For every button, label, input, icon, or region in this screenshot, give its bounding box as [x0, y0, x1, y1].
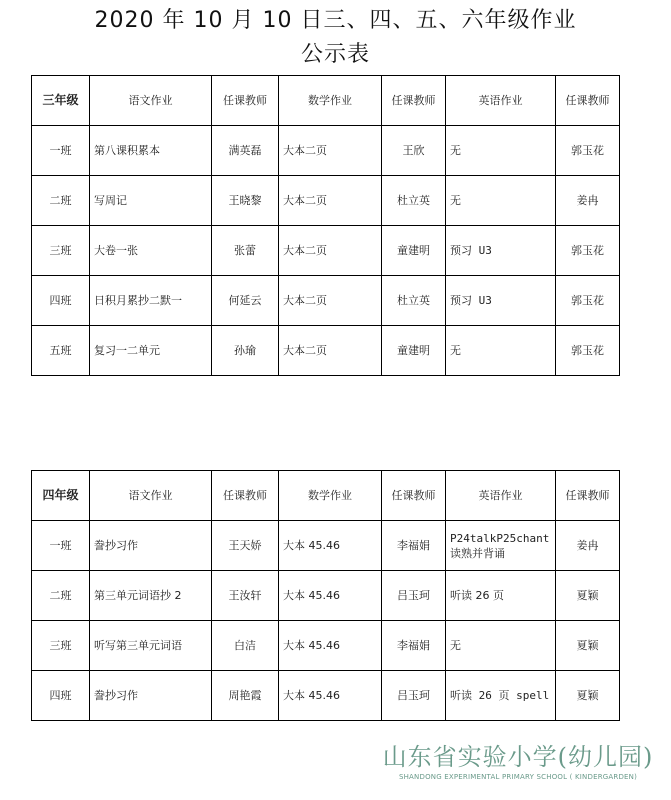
english-teacher: 夏颖	[556, 621, 620, 671]
english-homework: P24talkP25chant 读熟并背诵	[446, 521, 556, 571]
math-homework: 大本 45.46	[279, 521, 382, 571]
english-homework: 预习 U3	[446, 276, 556, 326]
chinese-homework: 写周记	[90, 176, 212, 226]
chinese-homework: 誊抄习作	[90, 671, 212, 721]
header-math-homework: 数学作业	[279, 471, 382, 521]
header-teacher: 任课教师	[382, 471, 446, 521]
header-english-homework: 英语作业	[446, 76, 556, 126]
english-homework: 预习 U3	[446, 226, 556, 276]
chinese-teacher: 王汝轩	[212, 571, 279, 621]
class-name: 一班	[32, 521, 90, 571]
table-row	[32, 176, 620, 226]
table-row	[32, 126, 620, 176]
math-teacher: 杜立英	[382, 176, 446, 226]
chinese-teacher: 张蕾	[212, 226, 279, 276]
chinese-homework: 第三单元词语抄 2	[90, 571, 212, 621]
header-chinese-homework: 语文作业	[90, 76, 212, 126]
english-teacher: 郭玉花	[556, 276, 620, 326]
table-row	[32, 326, 620, 376]
math-homework: 大本 45.46	[279, 671, 382, 721]
math-teacher: 吕玉珂	[382, 671, 446, 721]
math-teacher: 李福娟	[382, 621, 446, 671]
english-homework: 听读 26 页 spell	[446, 671, 556, 721]
table-row	[32, 521, 620, 571]
school-logo	[372, 742, 664, 782]
header-teacher: 任课教师	[382, 76, 446, 126]
table-row	[32, 571, 620, 621]
math-homework: 大本 45.46	[279, 621, 382, 671]
table-row	[32, 276, 620, 326]
math-homework: 大本二页	[279, 226, 382, 276]
header-math-homework: 数学作业	[279, 76, 382, 126]
english-teacher: 夏颖	[556, 571, 620, 621]
math-homework: 大本二页	[279, 176, 382, 226]
class-name: 二班	[32, 176, 90, 226]
english-teacher: 姜冉	[556, 521, 620, 571]
math-teacher: 杜立英	[382, 276, 446, 326]
chinese-teacher: 周艳霞	[212, 671, 279, 721]
class-name: 四班	[32, 276, 90, 326]
math-teacher: 童建明	[382, 226, 446, 276]
chinese-homework: 第八课积累本	[90, 126, 212, 176]
table-header-row	[32, 471, 620, 521]
english-homework: 听读 26 页	[446, 571, 556, 621]
class-name: 二班	[32, 571, 90, 621]
english-homework: 无	[446, 621, 556, 671]
chinese-homework: 听写第三单元词语	[90, 621, 212, 671]
class-name: 五班	[32, 326, 90, 376]
chinese-teacher: 王晓黎	[212, 176, 279, 226]
chinese-teacher: 白洁	[212, 621, 279, 671]
math-teacher: 王欣	[382, 126, 446, 176]
math-teacher: 童建明	[382, 326, 446, 376]
chinese-teacher: 何延云	[212, 276, 279, 326]
table-row	[32, 226, 620, 276]
english-homework: 无	[446, 176, 556, 226]
english-teacher: 姜冉	[556, 176, 620, 226]
chinese-teacher: 王天娇	[212, 521, 279, 571]
class-name: 四班	[32, 671, 90, 721]
math-homework: 大本二页	[279, 276, 382, 326]
english-homework: 无	[446, 326, 556, 376]
english-teacher: 夏颖	[556, 671, 620, 721]
header-teacher: 任课教师	[212, 76, 279, 126]
table-row	[32, 671, 620, 721]
school-logo-english-name: SHANDONG EXPERIMENTAL PRIMARY SCHOOL ( KINDERGARDEN)	[398, 773, 638, 781]
chinese-homework: 复习一二单元	[90, 326, 212, 376]
grade-label: 四年级	[32, 471, 90, 521]
chinese-teacher: 满英磊	[212, 126, 279, 176]
chinese-homework: 大卷一张	[90, 226, 212, 276]
chinese-homework: 日积月累抄二默一	[90, 276, 212, 326]
table-row	[32, 621, 620, 671]
english-teacher: 郭玉花	[556, 226, 620, 276]
chinese-teacher: 孙瑜	[212, 326, 279, 376]
grade3-homework-table	[31, 75, 620, 376]
chinese-homework: 誊抄习作	[90, 521, 212, 571]
page-title: 2020 年 10 月 10 日三、四、五、六年级作业	[94, 8, 577, 33]
math-homework: 大本二页	[279, 126, 382, 176]
grade-label: 三年级	[32, 76, 90, 126]
header-teacher: 任课教师	[556, 76, 620, 126]
math-homework: 大本 45.46	[279, 571, 382, 621]
class-name: 一班	[32, 126, 90, 176]
header-chinese-homework: 语文作业	[90, 471, 212, 521]
english-homework: 无	[446, 126, 556, 176]
school-logo-chinese-name: 山东省实验小学(幼儿园)	[382, 743, 654, 771]
math-teacher: 吕玉珂	[382, 571, 446, 621]
page-subtitle: 公示表	[300, 42, 370, 67]
header-teacher: 任课教师	[212, 471, 279, 521]
math-teacher: 李福娟	[382, 521, 446, 571]
class-name: 三班	[32, 226, 90, 276]
grade4-homework-table	[31, 470, 620, 721]
header-english-homework: 英语作业	[446, 471, 556, 521]
math-homework: 大本二页	[279, 326, 382, 376]
english-teacher: 郭玉花	[556, 326, 620, 376]
header-teacher: 任课教师	[556, 471, 620, 521]
class-name: 三班	[32, 621, 90, 671]
table-header-row	[32, 76, 620, 126]
english-teacher: 郭玉花	[556, 126, 620, 176]
